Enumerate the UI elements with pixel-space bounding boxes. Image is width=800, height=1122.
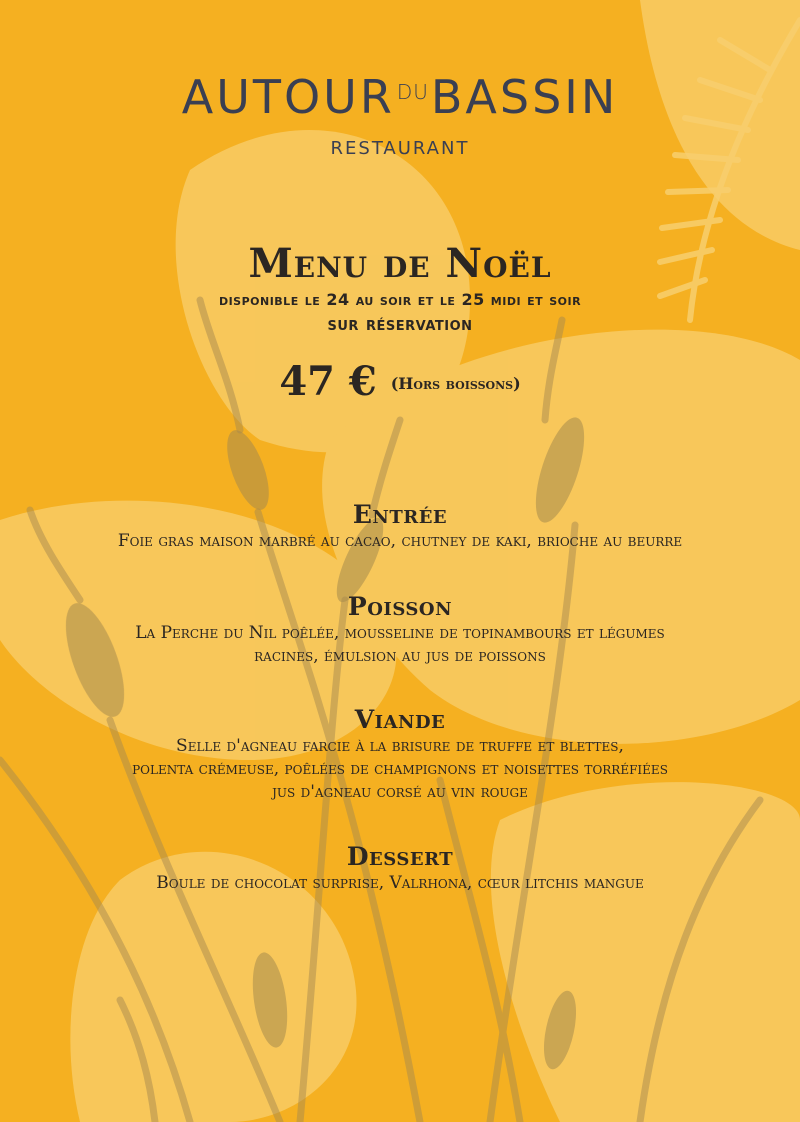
logo-word-du: DU xyxy=(396,80,429,104)
course-title: Entrée xyxy=(352,500,448,529)
course-entree xyxy=(0,500,800,553)
course-line: Boule de chocolat surprise, Valrhona, cœur litchis mangue xyxy=(156,873,644,893)
course-description xyxy=(0,622,800,668)
course-line: Foie gras maison marbré au cacao, chutney de kaki, brioche au beurre xyxy=(117,531,683,551)
course-line: La Perche du Nil poêlée, mousseline de topinambours et légumes xyxy=(135,623,665,643)
price-row xyxy=(0,358,800,405)
course-line: jus d'agneau corsé au vin rouge xyxy=(272,782,528,802)
price-note: (Hors boissons) xyxy=(390,374,521,393)
course-description xyxy=(0,735,800,804)
course-poisson xyxy=(0,592,800,668)
course-dessert xyxy=(0,842,800,895)
course-line: Selle d'agneau farcie à la brisure de truffe et blettes, xyxy=(176,736,624,756)
availability-text: disponible le 24 au soir et le 25 midi et soir xyxy=(218,290,582,309)
logo-word-bassin: BASSIN xyxy=(430,70,619,124)
course-line: polenta crémeuse, poêlées de champignons et noisettes torréfiées xyxy=(132,759,668,779)
course-description xyxy=(0,872,800,895)
logo-subtitle: RESTAURANT xyxy=(330,138,470,159)
course-description xyxy=(0,530,800,553)
course-title: Poisson xyxy=(347,592,453,621)
course-title: Dessert xyxy=(346,842,454,871)
course-line: racines, émulsion au jus de poissons xyxy=(254,646,546,666)
menu-title: Menu de Noël xyxy=(248,240,552,287)
course-viande xyxy=(0,705,800,804)
reservation-text: sur réservation xyxy=(327,313,473,335)
logo-word-autour: AUTOUR xyxy=(181,70,395,124)
restaurant-logo xyxy=(0,70,800,124)
price: 47 € xyxy=(279,358,377,405)
course-title: Viande xyxy=(354,705,446,734)
